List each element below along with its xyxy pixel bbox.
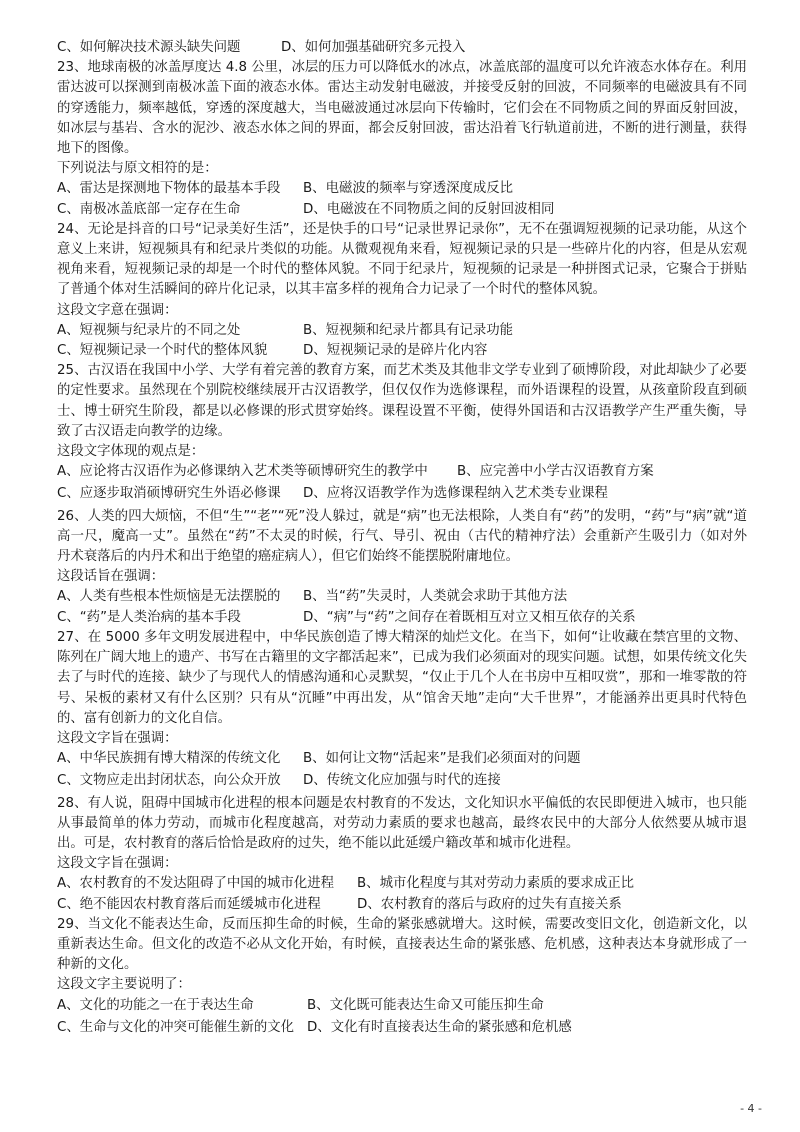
option-row (57, 771, 747, 791)
option-b: B、当“药”失灵时，人类就会求助于其他方法 (303, 589, 568, 605)
question-28-text: 28、有人说，阻碍中国城市化进程的根本问题是农村教育的不发达，文化知识水平偏低的农民即便进入城市，也只能从事最简单的体力劳动，而城市化程度越高，对劳动力素质的要求也越高，最终农民中的大部分人依然要从城市退出。可是，农村教育的落后恰恰是政府的过失，绝不能以此延缓户籍改革和城市化进程。 (57, 795, 747, 851)
option-row (57, 321, 747, 341)
option-b: B、应完善中小学古汉语教育方案 (457, 464, 654, 480)
question-27-text: 27、在 5000 多年文明发展进程中，中华民族创造了博大精深的灿烂文化。在当下，如何“让收藏在禁宫里的文物、陈列在广阔大地上的遗产、书写在古籍里的文字都活起来”，已成为我们必须面对的现实问题。试想，如果传统文化失去了与时代的连接、缺少了与现代人的情感沟通和心灵默契，“仅止于几个人在书房中互相叹赏”，那和一堆零散的符号、呆板的素材又有什么区别？只有从“沉睡”中再出发，从“馆舍天地”走向“大千世界”，才能涵养出更具时代特色的、富有创新力的文化自信。 (57, 629, 747, 726)
option-row (57, 200, 747, 220)
question-29-text: 29、当文化不能表达生命，反而压抑生命的时候，生命的紧张感就增大。这时候，需要改变旧文化，创造新文化，以重新表达生命。但文化的改造不必从文化开始，有时候，直接表达生命的紧张感、危机感，这种表达本身就形成了一种新的文化。 (57, 916, 747, 973)
question-23-prompt: 下列说法与原文相符的是： (57, 161, 218, 177)
option-c: C、应逐步取消硕博研究生外语必修课 (57, 486, 281, 502)
question-29-prompt: 这段文字主要说明了： (57, 977, 191, 993)
question-23-text: 23、地球南极的冰盖厚度达 4.8 公里，冰层的压力可以降低水的冰点，冰盖底部的温度可以允许液态水体存在。利用雷达波可以探测到南极冰盖下面的液态水体。雷达主动发射电磁波，并接受反射的回波，不同频率的电磁波具有不同的穿透能力，频率越低，穿透的深度越大，当电磁波通过冰层向下传输时，它们会在不同物质之间的界面反射回波，如冰层与基岩、含水的泥沙、液态水体之间的界面，都会反射回波，雷达沿着飞行轨道前进，不断的进行测量，获得地下的图像。 (57, 60, 747, 157)
option-row (57, 484, 747, 504)
question-26-prompt: 这段话旨在强调： (57, 569, 165, 585)
question-26-text: 26、人类的四大烦恼，不但“生”“老”“死”没人躲过，就是“病”也无法根除，人类自有“药”的发明，“药”与“病”就“道高一尺，魔高一丈”。虽然在“药”不太灵的时候，行气、导引、祝由（古代的精神疗法）会重新产生吸引力（如对外丹术衰落后的内丹术和出于绝望的癌症病人），但它们始终不能摆脱附庸地位。 (57, 508, 747, 565)
option-row (57, 874, 747, 894)
option-d: D、文化有时直接表达生命的紧张感和危机感 (307, 1019, 572, 1035)
document-page (57, 38, 747, 1038)
option-b: B、短视频和纪录片都具有记录功能 (303, 322, 514, 338)
option-c: C、短视频记录一个时代的整体风貌 (57, 343, 268, 359)
option-a: A、应论将古汉语作为必修课纳入艺术类等硕博研究生的教学中 (57, 464, 428, 480)
question-25-prompt: 这段文字体现的观点是： (57, 444, 205, 460)
option-d: D、短视频记录的是碎片化内容 (303, 343, 488, 359)
option-c: C、文物应走出封闭状态，向公众开放 (57, 773, 281, 789)
question-24-prompt: 这段文字意在强调： (57, 302, 178, 318)
option-c: C、绝不能因农村教育落后而延缓城市化进程 (57, 896, 321, 912)
option-row (57, 38, 747, 58)
question-25-text: 25、古汉语在我国中小学、大学有着完善的教育方案，而艺术类及其他非文学专业到了硕博阶段，对此却缺少了必要的定性要求。虽然现在个别院校继续展开古汉语教学，但仅仅作为选修课程，而外语课程的设置，从孩童阶段直到硕士、博士研究生阶段，都是以必修课的形式贯穿始终。课程设置不平衡，使得外国语和古汉语教学产生严重失衡，导致了古汉语走向教学的边缘。 (57, 363, 747, 439)
option-a: A、人类有些根本性烦恼是无法摆脱的 (57, 589, 281, 605)
option-b: B、文化既可能表达生命又可能压抑生命 (307, 997, 544, 1013)
option-b: B、如何让文物“活起来”是我们必须面对的问题 (303, 751, 581, 767)
option-a: A、雷达是探测地下物体的最基本手段 (57, 181, 281, 197)
option-row (57, 179, 747, 199)
option-row (57, 895, 747, 915)
option-row (57, 462, 747, 482)
option-a: A、短视频与纪录片的不同之处 (57, 322, 241, 338)
option-d: D、如何加强基础研究多元投入 (281, 40, 466, 55)
option-row (57, 996, 747, 1016)
option-d: D、应将汉语教学作为选修课程纳入艺术类专业课程 (303, 486, 608, 502)
option-d: D、“病”与“药”之间存在着既相互对立又相互依存的关系 (303, 609, 636, 625)
option-d: D、传统文化应加强与时代的连接 (303, 773, 501, 789)
option-row (57, 749, 747, 769)
question-28-prompt: 这段文字旨在强调： (57, 856, 178, 872)
option-a: A、农村教育的不发达阻碍了中国的城市化进程 (57, 876, 334, 892)
option-c: C、如何解决技术源头缺失问题 (57, 40, 241, 55)
option-c: C、生命与文化的冲突可能催生新的文化 (57, 1019, 294, 1035)
option-b: B、城市化程度与其对劳动力素质的要求成正比 (357, 876, 634, 892)
option-row (57, 341, 747, 361)
option-b: B、电磁波的频率与穿透深度成反比 (303, 181, 514, 197)
question-24-text: 24、无论是抖音的口号“记录美好生活”，还是快手的口号“记录世界记录你”，无不在强调短视频的记录功能，从这个意义上来讲，短视频具有和纪录片类似的功能。从微观视角来看，短视频记录的只是一些碎片化的内容，但是从宏观视角来看，短视频记录的却是一个时代的整体风貌。不同于纪录片，短视频的记录是一种拼图式记录，它聚合于拼贴了普通个体对生活瞬间的碎片化记录，以其丰富多样的视角合力记录了一个时代的整体风貌。 (57, 221, 747, 298)
question-27-prompt: 这段文字旨在强调： (57, 730, 178, 746)
option-a: A、文化的功能之一在于表达生命 (57, 997, 254, 1013)
option-d: D、电磁波在不同物质之间的反射回波相同 (303, 201, 555, 217)
option-row (57, 587, 747, 607)
page-number: - 4 - (740, 1102, 762, 1115)
option-d: D、农村教育的落后与政府的过失有直接关系 (357, 896, 622, 912)
option-c: C、“药”是人类治病的基本手段 (57, 609, 241, 625)
option-c: C、南极冰盖底部一定存在生命 (57, 201, 241, 217)
option-a: A、中华民族拥有博大精深的传统文化 (57, 751, 281, 767)
option-row (57, 608, 747, 628)
option-row (57, 1018, 747, 1038)
